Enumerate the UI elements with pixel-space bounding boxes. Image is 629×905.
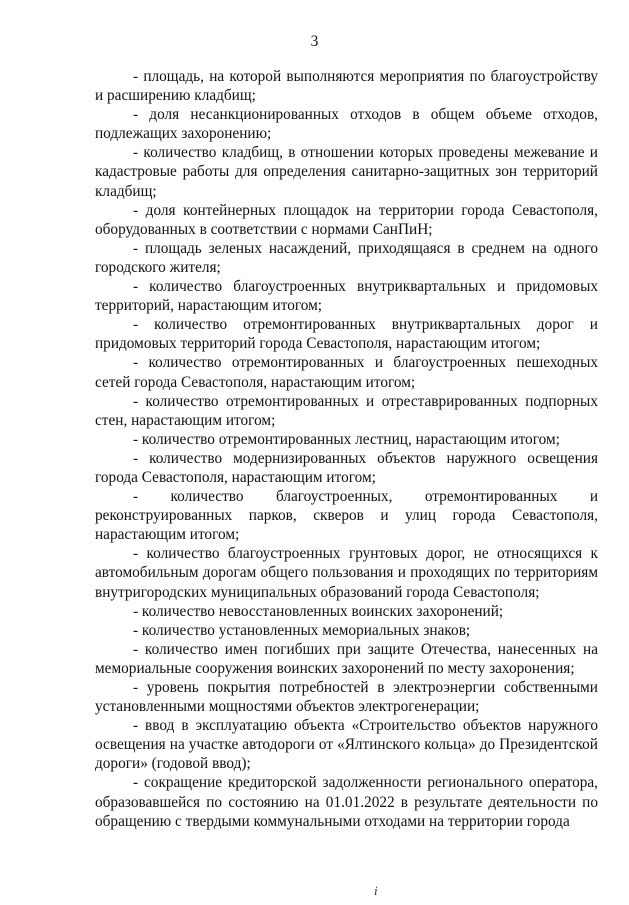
list-item: - количество отремонтированных внутриквартальных дорог и придомовых территорий города Севастополя, нарастающим итогом; [95,316,598,353]
list-item: - количество отремонтированных и благоустроенных пешеходных сетей города Севастополя, нарастающим итогом; [95,354,598,391]
page-number: 3 [310,33,319,50]
list-item: - количество благоустроенных внутриквартальных и придомовых территорий, нарастающим итогом; [95,278,598,315]
list-item: - количество отремонтированных лестниц, нарастающим итогом; [133,430,560,448]
document-body [95,67,598,831]
list-item: - площадь, на которой выполняются мероприятия по благоустройству и расширению кладбищ; [95,68,598,105]
list-item: - количество модернизированных объектов наружного освещения города Севастополя, нарастающим итогом; [95,449,598,486]
list-item: - сокращение кредиторской задолженности регионального оператора, образовавшейся по состоянию на 01.01.2022 в результате деятельности по обращению с твердыми коммунальными отходами на территории города [95,774,598,830]
list-item: - доля контейнерных площадок на территории города Севастополя, оборудованных в соответствии с нормами СанПиН; [95,201,598,238]
list-item: - количество благоустроенных, отремонтированных и реконструированных парков, скверов и улиц города Севастополя, нарастающим итогом; [95,488,598,544]
list-item: - количество отремонтированных и отреставрированных подпорных стен, нарастающим итогом; [95,392,598,429]
list-item: - уровень покрытия потребностей в электроэнергии собственными установленными мощностями объектов электрогенерации; [95,679,598,716]
list-item: - количество невосстановленных воинских захоронений; [133,602,504,620]
list-item: - ввод в эксплуатацию объекта «Строительство объектов наружного освещения на участке автодороги от «Ялтинского кольца» до Президентской дороги» (годовой ввод); [95,717,598,773]
list-item: - площадь зеленых насаждений, приходящаяся в среднем на одного городского жителя; [95,239,598,276]
footer-mark: i [374,883,378,898]
list-item: - количество кладбищ, в отношении которых проведены межевание и кадастровые работы для определения санитарно-защитных зон территорий кладбищ; [95,144,598,200]
list-item: - количество установленных мемориальных знаков; [133,621,471,639]
list-item: - доля несанкционированных отходов в общем объеме отходов, подлежащих захоронению; [95,106,598,143]
list-item: - количество благоустроенных грунтовых дорог, не относящихся к автомобильным дорогам общего пользования и проходящих по территориям внутригородских муниципальных образований города Севастополя; [95,545,598,601]
list-item: - количество имен погибших при защите Отечества, нанесенных на мемориальные сооружения воинских захоронений по месту захоронения; [95,640,598,677]
